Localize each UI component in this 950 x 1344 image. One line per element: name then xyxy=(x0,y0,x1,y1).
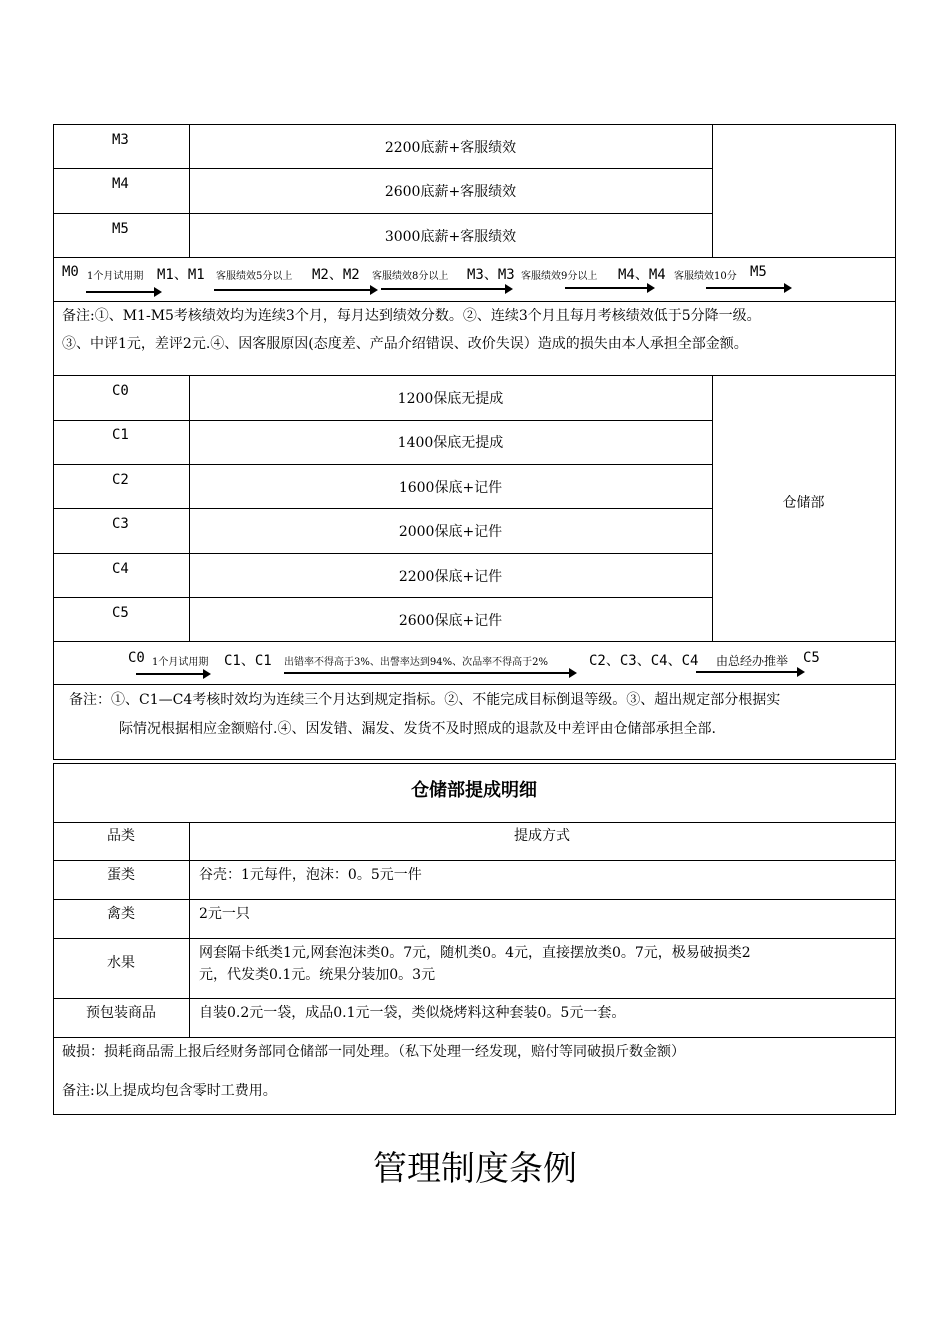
arrow-icon xyxy=(284,672,575,674)
level-pay: 1400保底无提成 xyxy=(397,435,504,451)
arrow-icon xyxy=(696,671,803,673)
rule-cell: 谷壳：1元每件，泡沫：0。5元一件 xyxy=(199,867,422,883)
level-pay: 1600保底+记件 xyxy=(398,480,503,496)
level-label: C1 xyxy=(112,427,129,443)
arrow-icon xyxy=(706,287,790,289)
level-pay: 2600保底+记件 xyxy=(398,613,503,629)
footer-note: 备注:以上提成均包含零时工费用。 xyxy=(62,1083,277,1099)
category-cell: 水果 xyxy=(107,955,135,971)
category-cell: 预包装商品 xyxy=(86,1005,156,1021)
rule-cell-continued: 元，代发类0.1元。统果分装加0。3元 xyxy=(199,967,436,983)
category-cell: 蛋类 xyxy=(107,867,135,883)
arrow-icon xyxy=(86,291,160,293)
level-pay: 2200保底+记件 xyxy=(398,569,503,585)
level-pay: 2600底薪+客服绩效 xyxy=(384,184,517,200)
category-cell: 禽类 xyxy=(107,906,135,922)
table-title: 仓储部提成明细 xyxy=(411,780,537,801)
page-title: 管理制度条例 xyxy=(373,1149,577,1189)
level-pay: 2000保底+记件 xyxy=(398,524,503,540)
department-label: 仓储部 xyxy=(782,495,825,511)
c-note: 备注：①、C1—C4考核时效均为连续三个月达到规定指标。②、不能完成目标倒退等级。③、超出规定部分根据实 际情况根据相应金额赔付.④、因发错、漏发、发货不及时照成的退款及中差评由仓储部承担全部. xyxy=(69,692,781,737)
rule-cell: 2元一只 xyxy=(199,906,250,922)
level-label: M4 xyxy=(112,176,129,192)
level-pay: 2200底薪+客服绩效 xyxy=(384,140,517,156)
arrow-icon xyxy=(136,673,209,675)
level-label: C0 xyxy=(112,383,129,399)
level-label: C3 xyxy=(112,516,129,532)
level-pay: 3000底薪+客服绩效 xyxy=(384,229,517,245)
arrow-icon xyxy=(214,289,376,291)
column-header: 品类 xyxy=(107,828,135,844)
arrow-icon xyxy=(565,287,653,289)
damage-note: 破损：损耗商品需上报后经财务部同仓储部一同处理。（私下处理一经发现，赔付等同破损斤数金额） xyxy=(62,1044,685,1060)
rule-cell: 网套隔卡纸类1元,网套泡沫类0。7元，随机类0。4元，直接摆放类0。7元，极易破损类2 xyxy=(199,945,751,961)
level-label: C4 xyxy=(112,561,129,577)
level-label: C2 xyxy=(112,472,129,488)
level-label: M3 xyxy=(112,132,129,148)
arrow-icon xyxy=(381,288,511,290)
level-label: C5 xyxy=(112,605,129,621)
level-label: M5 xyxy=(112,221,129,237)
m-note: 备注:①、M1-M5考核绩效均为连续3个月，每月达到绩效分数。②、连续3个月且每月考核绩效低于5分降一级。 ③、中评1元，差评2元.④、因客服原因(态度差、产品介绍错误、改价失误）造成的损失由本人承担全部金额。 xyxy=(62,308,761,352)
rule-cell: 自装0.2元一袋，成品0.1元一袋，类似烧烤料这种套装0。5元一套。 xyxy=(199,1005,626,1021)
column-header: 提成方式 xyxy=(514,828,570,844)
level-pay: 1200保底无提成 xyxy=(397,391,504,407)
